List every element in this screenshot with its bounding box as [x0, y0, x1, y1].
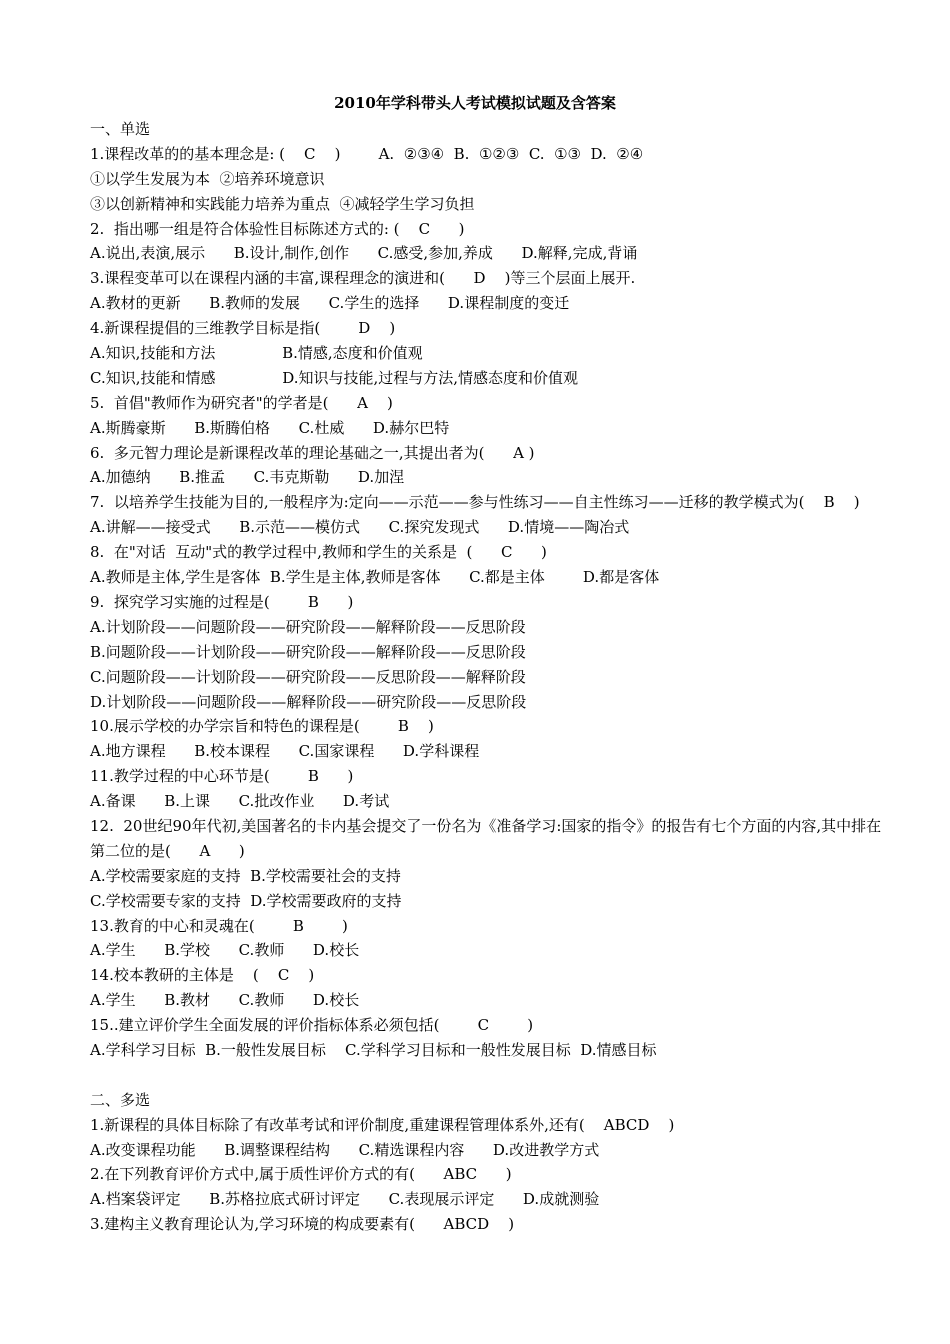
question-2: 2. 指出哪一组是符合体验性目标陈述方式的: ( C )	[90, 219, 465, 238]
question-13-options: A.学生 B.学校 C.教师 D.校长	[90, 941, 360, 960]
question-4-options-cd: C.知识,技能和情感 D.知识与技能,过程与方法,情感态度和价值观	[90, 368, 579, 387]
question-12-options-ab: A.学校需要家庭的支持 B.学校需要社会的支持	[90, 866, 401, 885]
question-9-option-d: D.计划阶段——问题阶段——解释阶段——研究阶段——反思阶段	[90, 692, 527, 711]
question-15: 15..建立评价学生全面发展的评价指标体系必须包括( C )	[90, 1016, 534, 1035]
question-4: 4.新课程提倡的三维教学目标是指( D )	[90, 319, 396, 338]
question-5: 5. 首倡"教师作为研究者"的学者是( A )	[90, 393, 393, 412]
document-title: 2010年学科带头人考试模拟试题及含答案	[334, 94, 616, 112]
mc-question-1: 1.新课程的具体目标除了有改革考试和评价制度,重建课程管理体系外,还有( ABCD )	[90, 1115, 675, 1134]
question-14-options: A.学生 B.教材 C.教师 D.校长	[90, 991, 360, 1010]
question-10: 10.展示学校的办学宗旨和特色的课程是( B )	[90, 717, 434, 736]
question-11: 11.教学过程的中心环节是( B )	[90, 767, 354, 786]
question-9-option-b: B.问题阶段——计划阶段——研究阶段——解释阶段——反思阶段	[90, 642, 526, 661]
question-14: 14.校本教研的主体是 ( C )	[90, 966, 315, 985]
question-12-options-cd: C.学校需要专家的支持 D.学校需要政府的支持	[90, 891, 402, 910]
question-11-options: A.备课 B.上课 C.批改作业 D.考试	[90, 792, 390, 811]
mc-question-1-options: A.改变课程功能 B.调整课程结构 C.精选课程内容 D.改进教学方式	[90, 1140, 600, 1159]
question-3-options: A.教材的更新 B.教师的发展 C.学生的选择 D.课程制度的变迁	[90, 294, 570, 313]
question-3: 3.课程变革可以在课程内涵的丰富,课程理念的演进和( D )等三个层面上展开.	[90, 269, 636, 288]
question-7-options: A.讲解——接受式 B.示范——模仿式 C.探究发现式 D.情境——陶冶式	[90, 518, 630, 537]
mc-question-2-options: A.档案袋评定 B.苏格拉底式研讨评定 C.表现展示评定 D.成就测验	[90, 1190, 600, 1209]
mc-question-3: 3.建构主义教育理论认为,学习环境的构成要素有( ABCD )	[90, 1215, 515, 1234]
question-1-statement-b: ③以创新精神和实践能力培养为重点 ④减轻学生学习负担	[90, 194, 475, 213]
mc-question-2: 2.在下列教育评价方式中,属于质性评价方式的有( ABC )	[90, 1165, 512, 1184]
question-10-options: A.地方课程 B.校本课程 C.国家课程 D.学科课程	[90, 742, 480, 761]
question-15-options: A.学科学习目标 B.一般性发展目标 C.学科学习目标和一般性发展目标 D.情感目标	[90, 1041, 657, 1059]
question-5-options: A.斯腾豪斯 B.斯腾伯格 C.杜威 D.赫尔巴特	[90, 418, 450, 437]
question-8-options: A.教师是主体,学生是客体 B.学生是主体,教师是客体 C.都是主体 D.都是客体	[90, 568, 660, 587]
question-6-options: A.加德纳 B.推孟 C.韦克斯勒 D.加涅	[90, 468, 405, 487]
question-1-statement-a: ①以学生发展为本 ②培养环境意识	[90, 169, 325, 188]
question-7: 7. 以培养学生技能为目的,一般程序为:定向——示范——参与性练习——自主性练习——迁移的教学模式为( B )	[90, 493, 860, 512]
section-heading-multiple-choice: 二、多选	[90, 1090, 151, 1109]
document-body	[90, 117, 890, 1237]
section-spacer	[90, 1063, 890, 1088]
question-1: 1.课程改革的的基本理念是: ( C ) A. ②③④ B. ①②③ C. ①③ D. ②④	[90, 144, 644, 163]
question-8: 8. 在"对话 互动"式的教学过程中,教师和学生的关系是 ( C )	[90, 543, 547, 562]
question-4-options-ab: A.知识,技能和方法 B.情感,态度和价值观	[90, 344, 423, 363]
question-9: 9. 探究学习实施的过程是( B )	[90, 592, 354, 611]
question-2-options: A.说出,表演,展示 B.设计,制作,创作 C.感受,参加,养成 D.解释,完成,背诵	[90, 244, 638, 263]
question-9-option-a: A.计划阶段——问题阶段——研究阶段——解释阶段——反思阶段	[90, 617, 526, 636]
question-13: 13.教育的中心和灵魂在( B )	[90, 916, 348, 935]
question-9-option-c: C.问题阶段——计划阶段——研究阶段——反思阶段——解释阶段	[90, 667, 526, 686]
section-heading-single-choice: 一、单选	[90, 120, 151, 138]
question-12: 12. 20世纪90年代初,美国著名的卡内基会提交了一份名为《准备学习:国家的指令》的报告有七个方面的内容,其中排在第二位的是( A )	[90, 816, 882, 860]
question-6: 6. 多元智力理论是新课程改革的理论基础之一,其提出者为( A )	[90, 443, 535, 462]
